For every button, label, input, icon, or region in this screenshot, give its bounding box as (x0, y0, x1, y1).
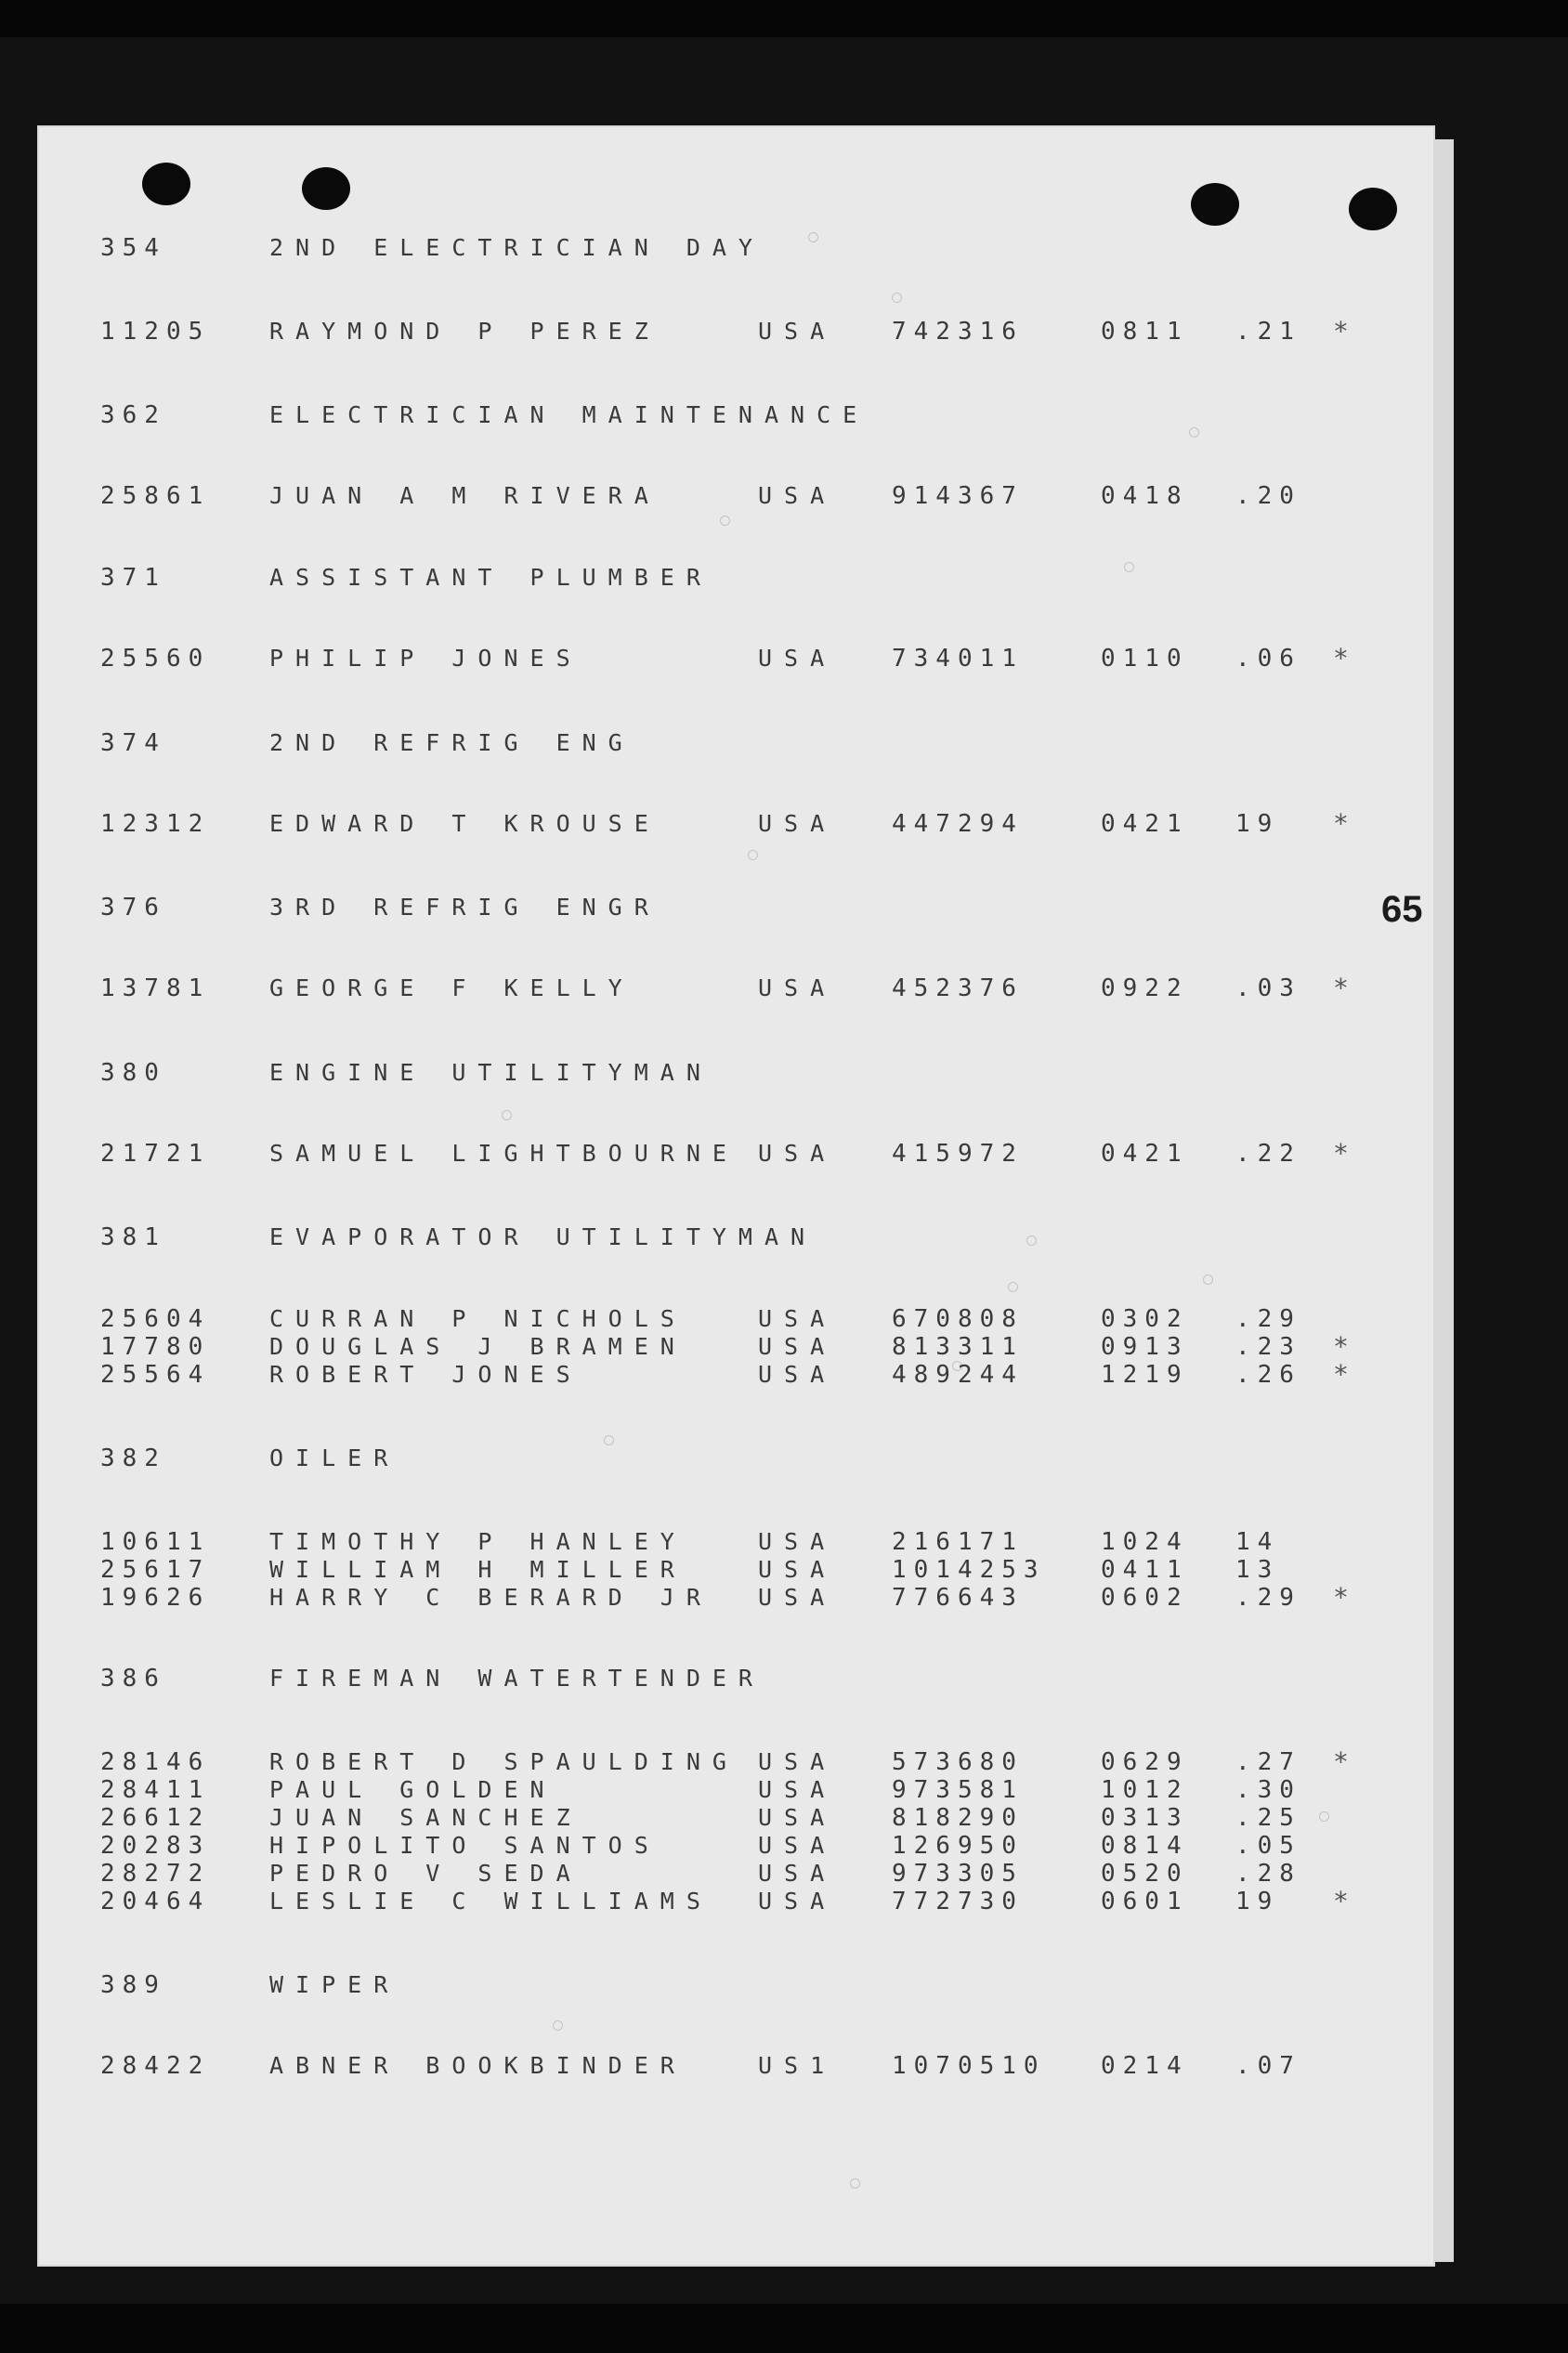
punch-hole-icon (1349, 188, 1397, 230)
paper-speck (553, 2020, 563, 2031)
crew-name: HIPOLITO SANTOS (269, 1832, 660, 1859)
asterisk-mark: * (1333, 1359, 1349, 1390)
position-heading (37, 1057, 1435, 1089)
crew-rate: .26 (1235, 1361, 1301, 1389)
crew-number: 734011 (892, 645, 1024, 673)
crew-nationality: USA (758, 1776, 837, 1803)
crew-row (37, 1582, 1435, 1614)
crew-number: 126950 (892, 1832, 1024, 1860)
position-code: 374 (100, 729, 166, 757)
crew-rate: .30 (1235, 1776, 1301, 1804)
crew-number: 670808 (892, 1305, 1024, 1333)
crew-id: 25560 (100, 645, 211, 673)
crew-id: 20283 (100, 1832, 211, 1860)
crew-id: 26612 (100, 1804, 211, 1832)
crew-rate: .21 (1235, 318, 1301, 346)
crew-number: 489244 (892, 1361, 1024, 1389)
crew-date: 0601 (1101, 1888, 1189, 1915)
crew-nationality: USA (758, 482, 837, 509)
crew-id: 28422 (100, 2052, 211, 2080)
crew-rate: .22 (1235, 1140, 1301, 1168)
crew-date: 0922 (1101, 974, 1189, 1002)
position-heading (37, 562, 1435, 594)
position-code: 376 (100, 894, 166, 922)
crew-date: 0913 (1101, 1333, 1189, 1361)
position-title: ENGINE UTILITYMAN (269, 1059, 712, 1086)
crew-id: 25564 (100, 1361, 211, 1389)
crew-date: 0814 (1101, 1832, 1189, 1860)
position-title: ELECTRICIAN MAINTENANCE (269, 401, 869, 428)
position-code: 380 (100, 1059, 166, 1087)
crew-nationality: USA (758, 1584, 837, 1611)
crew-row (37, 1138, 1435, 1170)
crew-id: 17780 (100, 1333, 211, 1361)
punch-hole-icon (142, 163, 190, 205)
crew-date: 1024 (1101, 1528, 1189, 1556)
crew-nationality: USA (758, 1361, 837, 1388)
crew-row (37, 1526, 1435, 1558)
crew-rate: .25 (1235, 1804, 1301, 1832)
position-title: OILER (269, 1444, 400, 1471)
crew-name: WILLIAM H MILLER (269, 1556, 686, 1583)
paper-speck (850, 2178, 860, 2189)
crew-rate: .20 (1235, 482, 1301, 510)
asterisk-mark: * (1333, 1886, 1349, 1916)
crew-name: SAMUEL LIGHTBOURNE (269, 1140, 738, 1167)
scan-border-bottom (0, 2304, 1568, 2353)
crew-date: 0214 (1101, 2052, 1189, 2080)
crew-date: 0811 (1101, 318, 1189, 346)
crew-rate: .29 (1235, 1584, 1301, 1612)
crew-number: 973581 (892, 1776, 1024, 1804)
position-heading (37, 892, 1435, 923)
position-heading (37, 1443, 1435, 1474)
crew-nationality: USA (758, 1140, 837, 1167)
crew-name: DOUGLAS J BRAMEN (269, 1333, 686, 1360)
crew-rate: 14 (1235, 1528, 1280, 1556)
crew-name: JUAN A M RIVERA (269, 482, 660, 509)
crew-id: 28272 (100, 1860, 211, 1888)
asterisk-mark: * (1333, 808, 1349, 839)
crew-id: 19626 (100, 1584, 211, 1612)
crew-date: 0411 (1101, 1556, 1189, 1584)
position-code: 386 (100, 1665, 166, 1693)
position-code: 389 (100, 1971, 166, 1999)
crew-rate: .29 (1235, 1305, 1301, 1333)
crew-row (37, 973, 1435, 1004)
position-title: 2ND ELECTRICIAN DAY (269, 234, 764, 261)
crew-nationality: USA (758, 1305, 837, 1332)
crew-nationality: USA (758, 645, 837, 672)
crew-number: 415972 (892, 1140, 1024, 1168)
crew-name: EDWARD T KROUSE (269, 810, 660, 837)
crew-row (37, 1802, 1435, 1834)
crew-name: JUAN SANCHEZ (269, 1804, 582, 1831)
crew-name: CURRAN P NICHOLS (269, 1305, 686, 1332)
crew-rate: .27 (1235, 1748, 1301, 1776)
crew-rate: .07 (1235, 2052, 1301, 2080)
crew-id: 28411 (100, 1776, 211, 1804)
crew-name: RAYMOND P PEREZ (269, 318, 660, 345)
crew-row (37, 1858, 1435, 1889)
position-code: 354 (100, 234, 166, 262)
crew-name: PHILIP JONES (269, 645, 582, 672)
crew-rate: .05 (1235, 1832, 1301, 1860)
crew-date: 0629 (1101, 1748, 1189, 1776)
crew-name: HARRY C BERARD JR (269, 1584, 712, 1611)
position-title: 3RD REFRIG ENGR (269, 894, 660, 921)
crew-date: 0313 (1101, 1804, 1189, 1832)
position-code: 371 (100, 564, 166, 592)
crew-date: 0302 (1101, 1305, 1189, 1333)
crew-number: 914367 (892, 482, 1024, 510)
crew-row (37, 1554, 1435, 1586)
paper-speck (1203, 1275, 1213, 1285)
crew-nationality: USA (758, 318, 837, 345)
position-code: 382 (100, 1444, 166, 1472)
crew-row (37, 316, 1435, 347)
paper-speck (720, 516, 730, 526)
crew-name: PEDRO V SEDA (269, 1860, 582, 1887)
crew-rate: 19 (1235, 1888, 1280, 1915)
crew-name: ABNER BOOKBINDER (269, 2052, 686, 2079)
crew-date: 0421 (1101, 810, 1189, 838)
crew-number: 813311 (892, 1333, 1024, 1361)
crew-id: 25861 (100, 482, 211, 510)
position-title: EVAPORATOR UTILITYMAN (269, 1223, 817, 1250)
scan-border-top (0, 0, 1568, 37)
asterisk-mark: * (1333, 1746, 1349, 1777)
crew-name: TIMOTHY P HANLEY (269, 1528, 686, 1555)
crew-name: GEORGE F KELLY (269, 974, 634, 1001)
crew-nationality: USA (758, 810, 837, 837)
asterisk-mark: * (1333, 1582, 1349, 1613)
crew-number: 452376 (892, 974, 1024, 1002)
crew-id: 10611 (100, 1528, 211, 1556)
crew-row (37, 643, 1435, 674)
crew-id: 13781 (100, 974, 211, 1002)
position-title: 2ND REFRIG ENG (269, 729, 634, 756)
paper-speck (1008, 1282, 1018, 1292)
crew-nationality: USA (758, 1333, 837, 1360)
crew-id: 20464 (100, 1888, 211, 1915)
position-code: 381 (100, 1223, 166, 1251)
crew-row (37, 2050, 1435, 2082)
crew-id: 11205 (100, 318, 211, 346)
punch-hole-icon (1191, 183, 1239, 226)
position-heading (37, 1663, 1435, 1694)
position-title: FIREMAN WATERTENDER (269, 1665, 764, 1692)
crew-number: 1070510 (892, 2052, 1046, 2080)
asterisk-mark: * (1333, 973, 1349, 1003)
paper-speck (892, 293, 902, 303)
crew-rate: .23 (1235, 1333, 1301, 1361)
crew-row (37, 1303, 1435, 1335)
crew-date: 0110 (1101, 645, 1189, 673)
position-heading (37, 399, 1435, 431)
crew-rate: .06 (1235, 645, 1301, 673)
crew-nationality: USA (758, 1860, 837, 1887)
crew-nationality: USA (758, 1804, 837, 1831)
sheet-edge (1435, 139, 1454, 2262)
crew-nationality: USA (758, 974, 837, 1001)
crew-number: 216171 (892, 1528, 1024, 1556)
crew-nationality: USA (758, 1748, 837, 1775)
punch-hole-icon (302, 167, 350, 210)
crew-date: 0418 (1101, 482, 1189, 510)
document-sheet (37, 125, 1435, 2267)
crew-row (37, 1774, 1435, 1806)
position-heading (37, 1969, 1435, 2001)
crew-date: 0520 (1101, 1860, 1189, 1888)
crew-number: 818290 (892, 1804, 1024, 1832)
crew-nationality: USA (758, 1528, 837, 1555)
crew-nationality: US1 (758, 2052, 837, 2079)
crew-nationality: USA (758, 1556, 837, 1583)
position-heading (37, 1222, 1435, 1253)
crew-number: 1014253 (892, 1556, 1046, 1584)
crew-name: LESLIE C WILLIAMS (269, 1888, 712, 1915)
crew-rate: .28 (1235, 1860, 1301, 1888)
crew-nationality: USA (758, 1888, 837, 1915)
crew-id: 25617 (100, 1556, 211, 1584)
crew-date: 0602 (1101, 1584, 1189, 1612)
position-title: ASSISTANT PLUMBER (269, 564, 712, 591)
crew-row (37, 480, 1435, 512)
paper-speck (502, 1110, 512, 1120)
crew-row (37, 808, 1435, 840)
paper-speck (748, 850, 758, 860)
position-code: 362 (100, 401, 166, 429)
crew-nationality: USA (758, 1832, 837, 1859)
crew-number: 776643 (892, 1584, 1024, 1612)
crew-date: 1012 (1101, 1776, 1189, 1804)
crew-name: ROBERT JONES (269, 1361, 582, 1388)
crew-date: 0421 (1101, 1140, 1189, 1168)
position-heading (37, 727, 1435, 759)
asterisk-mark: * (1333, 1331, 1349, 1362)
crew-number: 973305 (892, 1860, 1024, 1888)
crew-id: 21721 (100, 1140, 211, 1168)
crew-id: 12312 (100, 810, 211, 838)
asterisk-mark: * (1333, 1138, 1349, 1169)
crew-id: 25604 (100, 1305, 211, 1333)
crew-row (37, 1830, 1435, 1862)
asterisk-mark: * (1333, 643, 1349, 673)
crew-rate: 19 (1235, 810, 1280, 838)
crew-row (37, 1359, 1435, 1391)
page-number: 65 (1381, 889, 1423, 930)
position-heading (37, 232, 1435, 264)
crew-name: ROBERT D SPAULDING (269, 1748, 738, 1775)
crew-id: 28146 (100, 1748, 211, 1776)
crew-row (37, 1886, 1435, 1917)
asterisk-mark: * (1333, 316, 1349, 346)
crew-rate: 13 (1235, 1556, 1280, 1584)
position-title: WIPER (269, 1971, 400, 1998)
crew-date: 1219 (1101, 1361, 1189, 1389)
crew-row (37, 1331, 1435, 1363)
crew-rate: .03 (1235, 974, 1301, 1002)
crew-number: 447294 (892, 810, 1024, 838)
crew-number: 772730 (892, 1888, 1024, 1915)
crew-number: 742316 (892, 318, 1024, 346)
crew-name: PAUL GOLDEN (269, 1776, 556, 1803)
crew-number: 573680 (892, 1748, 1024, 1776)
crew-row (37, 1746, 1435, 1778)
